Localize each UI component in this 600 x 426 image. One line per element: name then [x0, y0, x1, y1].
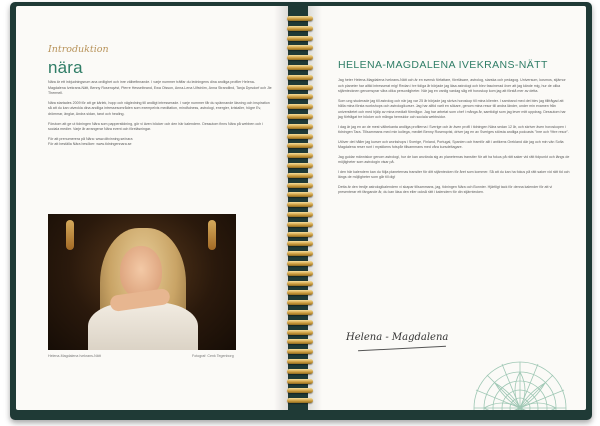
author-paragraph: Som ung studerade jag till astrolog och när jag var 25 år började jag skriva horoskop till mina klienter. I samband med det blev jag tillfrågad att hålla mina första workshops och astrologikurser. Jag har alltid varit en sökare, genom mina resor till andra länder, under min examen från universitetet och med hjälp av mina medialt förmågor. Jag har arbetat som chef i många år, samtidigt som jag lever mitt uppdrag. Dessutom har jag förfrågat tre böcker och många hemsidor och sociala webbsidor.	[338, 98, 566, 119]
author-photo	[48, 214, 236, 350]
signature-underline	[358, 346, 446, 352]
spiral-ring	[287, 124, 313, 129]
spiral-ring	[287, 261, 313, 266]
author-paragraph: Jag heter Helena-Magdalena Ivekrans-Nätt och är en svensk författare, föreläsare, astrolog, siarska och pedagog. Universum, kosmos, stjärnor och planeter har alltid intresserat mig! Redan i tre tidiga år började jag läsa astrologi och blev fascinerad över att jag kände mig, hur de olika stjärntecknen genomsyrar våra olika personligheter. När jag en vanlig vardag såg ett horoskop kom jag att förstå mer av detta.	[338, 78, 566, 93]
spiral-ring	[287, 310, 313, 315]
spiral-ring	[287, 173, 313, 178]
spiral-ring	[287, 16, 313, 21]
spiral-ring	[287, 369, 313, 374]
spiral-ring	[287, 104, 313, 109]
spiral-ring	[287, 251, 313, 256]
spiral-ring	[287, 349, 313, 354]
spiral-ring	[287, 65, 313, 70]
spiral-ring	[287, 212, 313, 217]
intro-text	[48, 80, 272, 152]
spiral-ring	[287, 222, 313, 227]
spiral-ring	[287, 300, 313, 305]
spiral-ring	[287, 114, 313, 119]
portrait-shirt	[88, 302, 198, 350]
spiral-ring	[287, 192, 313, 197]
spiral-ring	[287, 183, 313, 188]
spiral-ring	[287, 320, 313, 325]
spiral-ring	[287, 153, 313, 158]
spiral-ring	[287, 45, 313, 50]
author-paragraph: Detta är den tredje astrologikalendern vi skapar tillsammans, jag, tidningen Nära och Bonnier. Hjärtligt tack för denna kalender för att vi presenterar ett fängande år, du kan läsa den eller också rätt i kalendern för din stjärntecken.	[338, 184, 553, 194]
author-paragraph: I dag är jag en av de mest välbekanta andliga profilerna i Sverige och är även profil i tidningen Nära sedan 12 år, och skriver även horoskopen i tidningen Tara. Tillsammans med min kollega, mediet Benny Rosenqvist, driver jag en av Sveriges största andliga podcasts "Inre och Yttre resor".	[338, 124, 569, 134]
magazine-title: nära	[48, 58, 83, 77]
left-page	[16, 6, 288, 410]
spiral-ring	[287, 330, 313, 335]
author-heading: HELENA-MAGDALENA IVEKRANS-NÄTT	[338, 59, 548, 71]
author-paragraph: Jag guidar människor genom astrologi, hur de kan använda sig av planeternas transiter för att ha fokus på rätt saker vid rätt tidpunkt och längs de möjligheter som astrologin visar på.	[338, 154, 570, 164]
spiral-ring	[287, 388, 313, 393]
spiral-ring	[287, 75, 313, 80]
right-page	[308, 6, 586, 410]
spiral-ring	[287, 55, 313, 60]
spiral-ring	[287, 36, 313, 41]
author-text	[338, 78, 570, 200]
intro-paragraph: Nära startades 2009 för att ge kärlek, hopp och vägledning till andligt intresserade. I varje nummer får du spännande läsning och inspiration så att du kan utveckla dina andliga intressesområden som exempelvis meditation, mindfulness, astrologi, energier, kristaller, högre Ev, drömmar, änglar, Andra sidan, tarot och healing.	[48, 100, 270, 116]
photo-caption: Helena-Magdalena Ivekrans-Nätt	[48, 354, 101, 358]
spiral-ring	[287, 379, 313, 384]
spiral-ring	[287, 241, 313, 246]
spiral-ring	[287, 290, 313, 295]
handwritten-signature: Helena - Magdalena	[346, 332, 449, 343]
spiral-ring	[287, 143, 313, 148]
intro-paragraph: För att prenumerera på Nära: www.ditvinning.se/nara För att beställa Nära besöker: www.tidningennara.se	[48, 136, 133, 147]
intro-paragraph: Nära är ett inbjudningsrum ana ordlighet och inre välbefinnande. I varje nummer träffar du ledningens dina andliga profiler Helena-Magdalena Ivekrans-Nätt, Benny Rosenqvist, Pierre Hesselbrand, Ewa Olsson, Anna-Lena Ulfström, Anna Strandlind, Tanja Dyrsdorf och Jie Thermell.	[48, 80, 272, 96]
photo-credit: Fotograf: Cenk Tegenborg	[192, 354, 234, 358]
spiral-ring	[287, 163, 313, 168]
spiral-ring	[287, 281, 313, 286]
spiral-ring	[287, 271, 313, 276]
lamp-icon	[66, 220, 74, 250]
spiral-binding	[284, 10, 316, 410]
author-paragraph: Utöver det håller jag kurser och workshops i Sverige, Finland, Portugal, Spanien och framför allt i antikens Grekland där jag och min vän Sofia Magdalena reser runt i mystikens fotspår tillsammans med våra kursdeltagare.	[338, 139, 564, 149]
author-paragraph: I den här kalendern kan du följa planeternas transiter för ditt stjärntecken för året som kommer. Så att du kan ha fokus på rätt saker vid rätt tid och längs de möjligheter som går till dig!	[338, 169, 570, 179]
spiral-ring	[287, 398, 313, 403]
spiral-ring	[287, 94, 313, 99]
intro-label: Introduktion	[48, 44, 109, 55]
lamp-icon	[208, 220, 216, 250]
spiral-ring	[287, 339, 313, 344]
mandala-icon	[460, 338, 580, 410]
spiral-ring	[287, 202, 313, 207]
intro-paragraph: Förutom att ge ut tidningen Nära som papperstidning, gör vi även böcker och den här kalendern. Dessutom finns Nära på webben och i sociala medier. Varje år arrangerar Nära event och föreläsningar.	[48, 121, 263, 132]
spiral-ring	[287, 359, 313, 364]
spiral-ring	[287, 134, 313, 139]
spiral-ring	[287, 85, 313, 90]
spiral-ring	[287, 232, 313, 237]
spiral-ring	[287, 26, 313, 31]
